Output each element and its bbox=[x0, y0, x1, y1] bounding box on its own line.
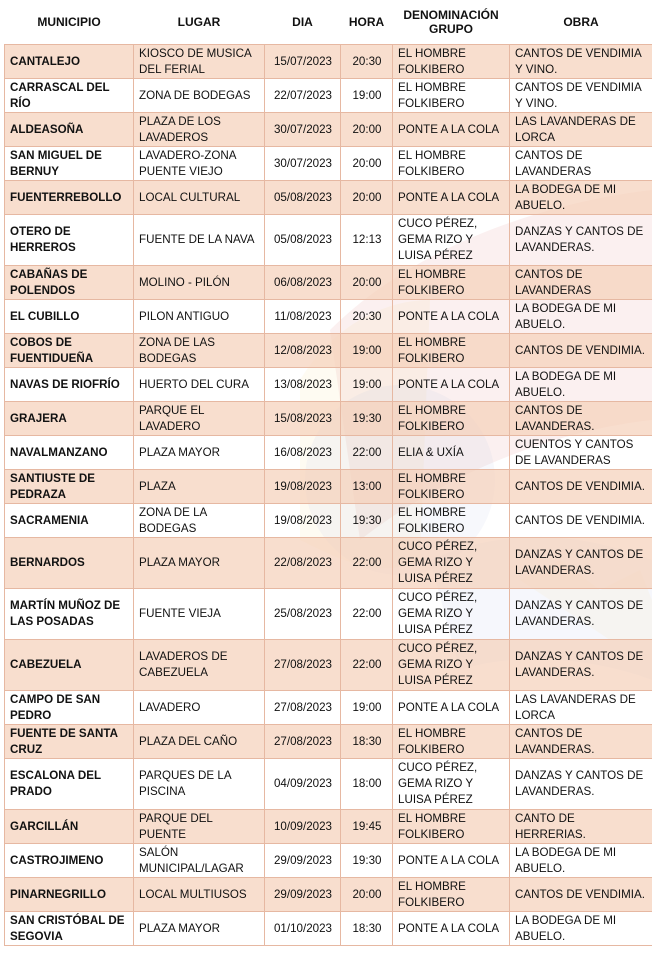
cell-municipio: CAMPO DE SAN PEDRO bbox=[5, 691, 134, 725]
cell-obra: CANTOS DE LAVANDERAS. bbox=[510, 725, 652, 759]
table-row bbox=[5, 402, 652, 436]
table-row bbox=[5, 334, 652, 368]
header-row bbox=[5, 0, 652, 45]
cell-grupo: EL HOMBRE FOLKIBERO bbox=[393, 45, 510, 79]
cell-obra: CANTOS DE LAVANDERAS bbox=[510, 147, 652, 181]
cell-grupo: ELIA & UXÍA bbox=[393, 436, 510, 470]
cell-municipio: COBOS DE FUENTIDUEÑA bbox=[5, 334, 134, 368]
table-row bbox=[5, 691, 652, 725]
cell-lugar: PLAZA MAYOR bbox=[134, 912, 265, 946]
cell-lugar: LAVADERO bbox=[134, 691, 265, 725]
cell-grupo: EL HOMBRE FOLKIBERO bbox=[393, 878, 510, 912]
cell-obra: LAS LAVANDERAS DE LORCA bbox=[510, 691, 652, 725]
cell-hora: 18:30 bbox=[341, 725, 393, 759]
table-row bbox=[5, 810, 652, 844]
cell-lugar: PARQUE DEL PUENTE bbox=[134, 810, 265, 844]
cell-dia: 29/09/2023 bbox=[265, 844, 341, 878]
cell-lugar: KIOSCO DE MUSICA DEL FERIAL bbox=[134, 45, 265, 79]
cell-lugar: PLAZA MAYOR bbox=[134, 436, 265, 470]
cell-hora: 12:13 bbox=[341, 215, 393, 266]
cell-hora: 22:00 bbox=[341, 640, 393, 691]
cell-dia: 15/07/2023 bbox=[265, 45, 341, 79]
cell-obra: CANTOS DE VENDIMIA Y VINO. bbox=[510, 45, 652, 79]
cell-grupo: EL HOMBRE FOLKIBERO bbox=[393, 266, 510, 300]
cell-obra: CANTOS DE VENDIMIA. bbox=[510, 470, 652, 504]
cell-lugar: LOCAL CULTURAL bbox=[134, 181, 265, 215]
cell-lugar: MOLINO - PILÓN bbox=[134, 266, 265, 300]
cell-grupo: EL HOMBRE FOLKIBERO bbox=[393, 334, 510, 368]
cell-grupo: EL HOMBRE FOLKIBERO bbox=[393, 504, 510, 538]
cell-grupo: CUCO PÉREZ, GEMA RIZO Y LUISA PÉREZ bbox=[393, 538, 510, 589]
cell-dia: 25/08/2023 bbox=[265, 589, 341, 640]
cell-obra: LA BODEGA DE MI ABUELO. bbox=[510, 912, 652, 946]
cell-hora: 22:00 bbox=[341, 436, 393, 470]
cell-grupo: PONTE A LA COLA bbox=[393, 181, 510, 215]
cell-dia: 10/09/2023 bbox=[265, 810, 341, 844]
cell-municipio: SACRAMENIA bbox=[5, 504, 134, 538]
cell-obra: LA BODEGA DE MI ABUELO. bbox=[510, 300, 652, 334]
cell-municipio: CARRASCAL DEL RÍO bbox=[5, 79, 134, 113]
table-row bbox=[5, 640, 652, 691]
table-row bbox=[5, 79, 652, 113]
cell-grupo: CUCO PÉREZ, GEMA RIZO Y LUISA PÉREZ bbox=[393, 640, 510, 691]
cell-grupo: CUCO PÉREZ, GEMA RIZO Y LUISA PÉREZ bbox=[393, 215, 510, 266]
cell-dia: 01/10/2023 bbox=[265, 912, 341, 946]
cell-dia: 13/08/2023 bbox=[265, 368, 341, 402]
cell-lugar: FUENTE DE LA NAVA bbox=[134, 215, 265, 266]
cell-lugar: ZONA DE LA BODEGAS bbox=[134, 504, 265, 538]
cell-obra: CANTOS DE VENDIMIA. bbox=[510, 504, 652, 538]
cell-grupo: PONTE A LA COLA bbox=[393, 844, 510, 878]
cell-dia: 27/08/2023 bbox=[265, 691, 341, 725]
cell-lugar: LAVADERO-ZONA PUENTE VIEJO bbox=[134, 147, 265, 181]
cell-dia: 19/08/2023 bbox=[265, 470, 341, 504]
cell-hora: 19:00 bbox=[341, 334, 393, 368]
cell-grupo: EL HOMBRE FOLKIBERO bbox=[393, 470, 510, 504]
cell-dia: 15/08/2023 bbox=[265, 402, 341, 436]
cell-municipio: MARTÍN MUÑOZ DE LAS POSADAS bbox=[5, 589, 134, 640]
cell-obra: CANTOS DE VENDIMIA Y VINO. bbox=[510, 79, 652, 113]
cell-grupo: PONTE A LA COLA bbox=[393, 912, 510, 946]
cell-municipio: FUENTERREBOLLO bbox=[5, 181, 134, 215]
cell-hora: 20:00 bbox=[341, 113, 393, 147]
cell-grupo: EL HOMBRE FOLKIBERO bbox=[393, 725, 510, 759]
cell-hora: 20:00 bbox=[341, 181, 393, 215]
table-row bbox=[5, 589, 652, 640]
cell-lugar: PARQUE EL LAVADERO bbox=[134, 402, 265, 436]
cell-dia: 05/08/2023 bbox=[265, 215, 341, 266]
cell-hora: 19:30 bbox=[341, 844, 393, 878]
cell-municipio: PINARNEGRILLO bbox=[5, 878, 134, 912]
table-row bbox=[5, 436, 652, 470]
cell-hora: 13:00 bbox=[341, 470, 393, 504]
cell-obra: CUENTOS Y CANTOS DE LAVANDERAS bbox=[510, 436, 652, 470]
cell-municipio: NAVALMANZANO bbox=[5, 436, 134, 470]
cell-municipio: SANTIUSTE DE PEDRAZA bbox=[5, 470, 134, 504]
cell-obra: LAS LAVANDERAS DE LORCA bbox=[510, 113, 652, 147]
cell-municipio: OTERO DE HERREROS bbox=[5, 215, 134, 266]
cell-obra: CANTOS DE LAVANDERAS bbox=[510, 266, 652, 300]
cell-obra: DANZAS Y CANTOS DE LAVANDERAS. bbox=[510, 759, 652, 810]
cell-hora: 19:00 bbox=[341, 691, 393, 725]
cell-obra: DANZAS Y CANTOS DE LAVANDERAS. bbox=[510, 589, 652, 640]
table-row bbox=[5, 759, 652, 810]
cell-lugar: LOCAL MULTIUSOS bbox=[134, 878, 265, 912]
cell-obra: CANTOS DE VENDIMIA. bbox=[510, 878, 652, 912]
cell-lugar: FUENTE VIEJA bbox=[134, 589, 265, 640]
cell-lugar: PILON ANTIGUO bbox=[134, 300, 265, 334]
cell-grupo: EL HOMBRE FOLKIBERO bbox=[393, 79, 510, 113]
table-row bbox=[5, 725, 652, 759]
table-row bbox=[5, 266, 652, 300]
table-row bbox=[5, 878, 652, 912]
cell-lugar: SALÓN MUNICIPAL/LAGAR bbox=[134, 844, 265, 878]
cell-lugar: LAVADEROS DE CABEZUELA bbox=[134, 640, 265, 691]
cell-obra: LA BODEGA DE MI ABUELO. bbox=[510, 368, 652, 402]
cell-hora: 20:00 bbox=[341, 878, 393, 912]
table-row bbox=[5, 300, 652, 334]
cell-grupo: EL HOMBRE FOLKIBERO bbox=[393, 402, 510, 436]
cell-lugar: PLAZA bbox=[134, 470, 265, 504]
table-row bbox=[5, 215, 652, 266]
cell-municipio: BERNARDOS bbox=[5, 538, 134, 589]
cell-obra: DANZAS Y CANTOS DE LAVANDERAS. bbox=[510, 640, 652, 691]
cell-grupo: PONTE A LA COLA bbox=[393, 113, 510, 147]
cell-hora: 19:30 bbox=[341, 402, 393, 436]
cell-dia: 22/07/2023 bbox=[265, 79, 341, 113]
cell-obra: CANTO DE HERRERIAS. bbox=[510, 810, 652, 844]
cell-dia: 11/08/2023 bbox=[265, 300, 341, 334]
cell-municipio: EL CUBILLO bbox=[5, 300, 134, 334]
cell-hora: 18:00 bbox=[341, 759, 393, 810]
cell-dia: 27/08/2023 bbox=[265, 640, 341, 691]
cell-hora: 18:30 bbox=[341, 912, 393, 946]
cell-dia: 12/08/2023 bbox=[265, 334, 341, 368]
cell-municipio: GARCILLÁN bbox=[5, 810, 134, 844]
cell-obra: LA BODEGA DE MI ABUELO. bbox=[510, 844, 652, 878]
col-header-dia: DIA bbox=[292, 15, 313, 29]
table-row bbox=[5, 912, 652, 946]
cell-municipio: ESCALONA DEL PRADO bbox=[5, 759, 134, 810]
cell-grupo: PONTE A LA COLA bbox=[393, 691, 510, 725]
cell-hora: 19:30 bbox=[341, 504, 393, 538]
cell-municipio: ALDEASOÑA bbox=[5, 113, 134, 147]
cell-municipio: FUENTE DE SANTA CRUZ bbox=[5, 725, 134, 759]
table-row bbox=[5, 470, 652, 504]
cell-grupo: EL HOMBRE FOLKIBERO bbox=[393, 810, 510, 844]
cell-obra: LA BODEGA DE MI ABUELO. bbox=[510, 181, 652, 215]
cell-lugar: ZONA DE BODEGAS bbox=[134, 79, 265, 113]
cell-dia: 06/08/2023 bbox=[265, 266, 341, 300]
cell-dia: 27/08/2023 bbox=[265, 725, 341, 759]
cell-lugar: HUERTO DEL CURA bbox=[134, 368, 265, 402]
cell-dia: 04/09/2023 bbox=[265, 759, 341, 810]
cell-hora: 20:30 bbox=[341, 45, 393, 79]
cell-hora: 20:00 bbox=[341, 266, 393, 300]
cell-grupo: PONTE A LA COLA bbox=[393, 300, 510, 334]
col-header-grupo: DENOMINACIÓN GRUPO bbox=[403, 8, 499, 36]
cell-municipio: SAN CRISTÓBAL DE SEGOVIA bbox=[5, 912, 134, 946]
cell-grupo: CUCO PÉREZ, GEMA RIZO Y LUISA PÉREZ bbox=[393, 759, 510, 810]
cell-dia: 05/08/2023 bbox=[265, 181, 341, 215]
cell-municipio: CANTALEJO bbox=[5, 45, 134, 79]
cell-lugar: ZONA DE LAS BODEGAS bbox=[134, 334, 265, 368]
cell-lugar: PARQUES DE LA PISCINA bbox=[134, 759, 265, 810]
table-row bbox=[5, 504, 652, 538]
col-header-lugar: LUGAR bbox=[177, 15, 221, 29]
cell-obra: DANZAS Y CANTOS DE LAVANDERAS. bbox=[510, 538, 652, 589]
cell-grupo: CUCO PÉREZ, GEMA RIZO Y LUISA PÉREZ bbox=[393, 589, 510, 640]
cell-dia: 22/08/2023 bbox=[265, 538, 341, 589]
cell-municipio: CABEZUELA bbox=[5, 640, 134, 691]
table-row bbox=[5, 181, 652, 215]
cell-hora: 22:00 bbox=[341, 538, 393, 589]
cell-hora: 19:00 bbox=[341, 79, 393, 113]
cell-hora: 19:45 bbox=[341, 810, 393, 844]
events-table bbox=[4, 0, 652, 946]
cell-grupo: EL HOMBRE FOLKIBERO bbox=[393, 147, 510, 181]
cell-dia: 29/09/2023 bbox=[265, 878, 341, 912]
col-header-hora: HORA bbox=[348, 15, 385, 29]
cell-lugar: PLAZA DEL CAÑO bbox=[134, 725, 265, 759]
cell-hora: 22:00 bbox=[341, 589, 393, 640]
table-row bbox=[5, 113, 652, 147]
cell-dia: 30/07/2023 bbox=[265, 113, 341, 147]
cell-obra: CANTOS DE LAVANDERAS. bbox=[510, 402, 652, 436]
cell-lugar: PLAZA DE LOS LAVADEROS bbox=[134, 113, 265, 147]
cell-dia: 30/07/2023 bbox=[265, 147, 341, 181]
cell-municipio: SAN MIGUEL DE BERNUY bbox=[5, 147, 134, 181]
cell-municipio: NAVAS DE RIOFRÍO bbox=[5, 368, 134, 402]
table-body bbox=[5, 45, 652, 946]
cell-obra: CANTOS DE VENDIMIA. bbox=[510, 334, 652, 368]
cell-municipio: GRAJERA bbox=[5, 402, 134, 436]
col-header-obra: OBRA bbox=[563, 15, 599, 29]
cell-dia: 19/08/2023 bbox=[265, 504, 341, 538]
cell-lugar: PLAZA MAYOR bbox=[134, 538, 265, 589]
table-row bbox=[5, 538, 652, 589]
col-header-municipio: MUNICIPIO bbox=[37, 15, 101, 29]
cell-hora: 20:30 bbox=[341, 300, 393, 334]
cell-obra: DANZAS Y CANTOS DE LAVANDERAS. bbox=[510, 215, 652, 266]
cell-municipio: CABAÑAS DE POLENDOS bbox=[5, 266, 134, 300]
cell-hora: 19:00 bbox=[341, 368, 393, 402]
table-row bbox=[5, 147, 652, 181]
table-row bbox=[5, 368, 652, 402]
table-row bbox=[5, 844, 652, 878]
table-row bbox=[5, 45, 652, 79]
cell-hora: 20:00 bbox=[341, 147, 393, 181]
cell-grupo: PONTE A LA COLA bbox=[393, 368, 510, 402]
cell-dia: 16/08/2023 bbox=[265, 436, 341, 470]
cell-municipio: CASTROJIMENO bbox=[5, 844, 134, 878]
